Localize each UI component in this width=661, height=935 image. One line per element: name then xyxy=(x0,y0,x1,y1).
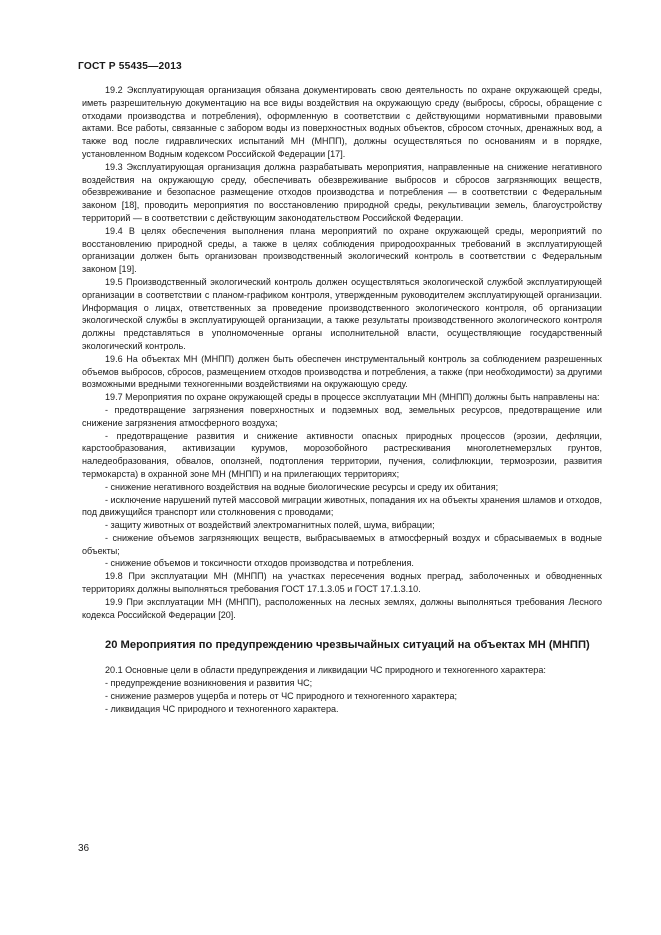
paragraph-19-2: 19.2 Эксплуатирующая организация обязана документировать свою деятельность по охране окружающей среды, иметь разрешительную документацию на все виды воздействия на окружающую среду (выбросы, сбросы, обращение с отходами производства и потребления), оформленную в соответствии с действующими нормативными правовыми актами. Все работы, связанные с забором воды из поверхностных водных объектов, сбросом сточных, дренажных вод, а также вод после гидравлических испытаний МН (МНПП), должны осуществляться по основаниям и в порядке, установленном Водным кодексом Российской Федерации [17]. xyxy=(82,85,602,159)
paragraph-19-9: 19.9 При эксплуатации МН (МНПП), расположенных на лесных землях, должны выполняться требования Лесного кодекса Российской Федерации [20]. xyxy=(82,596,602,620)
list-item: - снижение объемов и токсичности отходов производства и потребления. xyxy=(105,558,414,569)
list-item: - защиту животных от воздействий электромагнитных полей, шума, вибрации; xyxy=(105,520,435,531)
paragraph-20-1: 20.1 Основные цели в области предупреждения и ликвидации ЧС природного и техногенного характера: xyxy=(105,665,546,676)
paragraph-19-5: 19.5 Производственный экологический контроль должен осуществляться экологической службой эксплуатирующей организации в соответствии с планом-графиком контроля, утвержденным руководителем эксплуатирующей организации. Информация о лицах, ответственных за проведение производственного экологического контроля, об организации экологической службы в эксплуатирующей организации, а также результаты производственного экологического контроля должны представляться в уполномоченные органы исполнительной власти, осуществляющие государственный экологический контроль. xyxy=(82,276,602,351)
page-number: 36 xyxy=(78,843,90,854)
list-item: - предупреждение возникновения и развития ЧС; xyxy=(105,678,313,689)
document-code: ГОСТ Р 55435—2013 xyxy=(78,61,182,72)
paragraph-19-4: 19.4 В целях обеспечения выполнения плана мероприятий по охране окружающей среды, мероприятий по восстановлению природной среды, а также в целях соблюдения природоохранных требований в эксплуатирующей организации должен быть организован производственный экологический контроль в соответствии с Федеральным законом [19]. xyxy=(82,225,602,275)
section-20-heading: 20 Мероприятия по предупреждению чрезвычайных ситуаций на объектах МН (МНПП) xyxy=(105,639,590,652)
list-item: - снижение размеров ущерба и потерь от ЧС природного и техногенного характера; xyxy=(105,691,457,702)
page-body xyxy=(82,84,602,716)
paragraph-19-7: 19.7 Мероприятия по охране окружающей среды в процессе эксплуатации МН (МНПП) должны быть направлены на: xyxy=(105,392,600,403)
paragraph-19-6: 19.6 На объектах МН (МНПП) должен быть обеспечен инструментальный контроль за соблюдением разрешенных объемов выбросов, сбросов, размещением отходов производства и потребления, а также (при необходимости) за другими возможными вредными техногенными воздействиями на окружающую среду. xyxy=(82,353,602,390)
paragraph-19-8: 19.8 При эксплуатации МН (МНПП) на участках пересечения водных преград, заболоченных и обводненных территориях должны выполняться требования ГОСТ 17.1.3.05 и ГОСТ 17.1.3.10. xyxy=(82,571,602,595)
paragraph-19-3: 19.3 Эксплуатирующая организация должна разрабатывать мероприятия, направленные на снижение негативного воздействия на окружающую среду, обеспечивать обезвреживание выбросов и сбросов загрязняющих веществ, обезвреживание и безопасное размещение отходов производства и потребления — в соответствии с Федеральным законом [18], проводить мероприятия по восстановлению природной среды, рекультивации земель, благоустройству территорий — в соответствии с действующим законодательством Российской Федерации. xyxy=(82,161,602,223)
list-item: - предотвращение развития и снижение активности опасных природных процессов (эрозии, дефляции, карстообразования, активизации курумов, морозобойного растрескивания многолетнемерзлых грунтов, наледеобразования, обвалов, оползней, подтопления территории, пучения, солифлюкции, термоэрозии, развития термокарста) в охранной зоне МН (МНПП) и на прилегающих территориях; xyxy=(82,430,602,479)
list-item: - исключение нарушений путей массовой миграции животных, попадания их на объекты хранения шламов и отходов, под движущийся транспорт или столкновения с проводами; xyxy=(82,494,602,518)
list-item: - предотвращение загрязнения поверхностных и подземных вод, земельных ресурсов, предотвращение или снижение загрязнения атмосферного воздуха; xyxy=(82,404,602,428)
list-item: - снижение объемов загрязняющих веществ, выбрасываемых в атмосферный воздух и сбрасываемых в водные объекты; xyxy=(82,532,602,556)
list-item: - снижение негативного воздействия на водные биологические ресурсы и среду их обитания; xyxy=(105,481,499,492)
list-item: - ликвидация ЧС природного и техногенного характера. xyxy=(105,703,339,714)
